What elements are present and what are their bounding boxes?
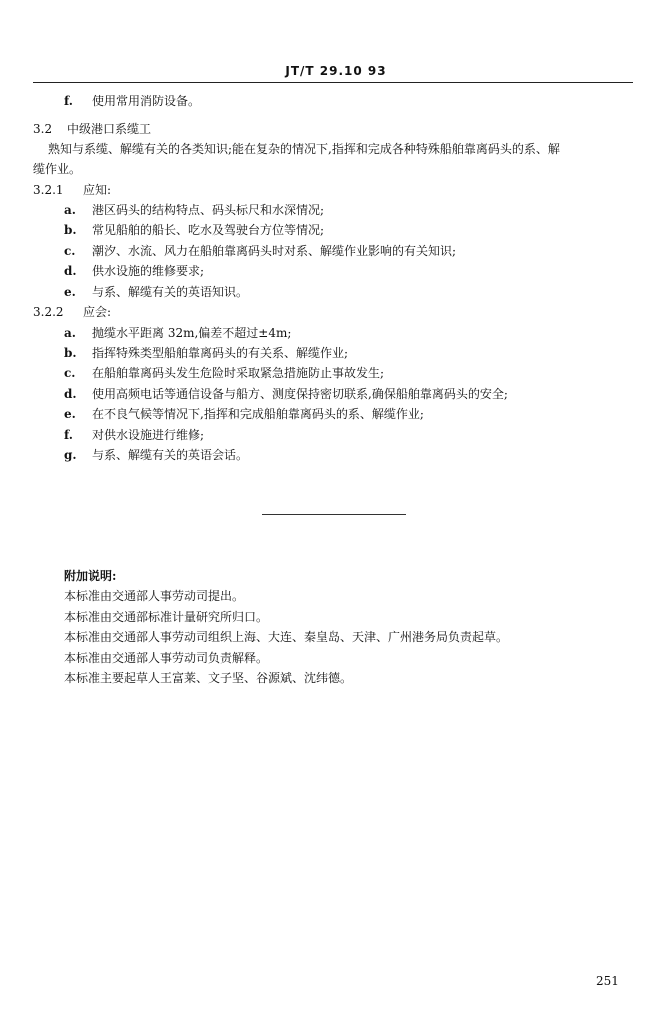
list-item xyxy=(64,446,248,465)
notes-line: 本标准主要起草人王富莱、文子坚、谷源斌、沈纬德。 xyxy=(64,671,353,685)
list-item xyxy=(64,262,204,281)
list-item xyxy=(64,283,248,302)
notes-line: 本标准由交通部人事劳动司负责解释。 xyxy=(64,651,269,665)
list-item xyxy=(64,364,384,383)
list-item xyxy=(64,385,508,404)
item-letter: a. xyxy=(64,203,76,217)
list-item xyxy=(64,405,424,424)
paragraph-line: 缆作业。 xyxy=(33,162,82,176)
notes-title: 附加说明: xyxy=(64,569,117,583)
item-letter: e. xyxy=(64,285,76,299)
section-heading xyxy=(33,120,151,139)
item-letter: f. xyxy=(64,428,73,442)
item-letter: g. xyxy=(64,448,77,462)
list-item xyxy=(64,324,291,343)
item-text: 使用高频电话等通信设备与船方、测度保持密切联系,确保船舶靠离码头的安全; xyxy=(92,387,508,401)
item-text: 在船舶靠离码头发生危险时采取紧急措施防止事故发生; xyxy=(92,366,385,380)
item-letter: e. xyxy=(64,407,76,421)
paragraph-line: 熟知与系缆、解缆有关的各类知识;能在复杂的情况下,指挥和完成各种特殊船舶靠离码头的系、解 xyxy=(48,142,560,156)
page-number: 251 xyxy=(596,974,619,988)
subsection-number: 3.2.2 xyxy=(33,305,64,319)
item-letter: b. xyxy=(64,223,77,237)
subsection-title: 应会: xyxy=(83,305,112,319)
subsection-number: 3.2.1 xyxy=(33,183,64,197)
item-text: 与系、解缆有关的英语会话。 xyxy=(92,448,249,462)
section-number: 3.2 xyxy=(33,122,53,136)
item-letter: a. xyxy=(64,326,76,340)
item-text: 抛缆水平距离 32m,偏差不超过±4m; xyxy=(92,326,292,340)
item-text: 潮汐、水流、风力在船舶靠离码头时对系、解缆作业影响的有关知识; xyxy=(92,244,457,258)
standard-code: JT/T 29.10 93 xyxy=(285,64,387,78)
item-text: 港区码头的结构特点、码头标尺和水深情况; xyxy=(92,203,325,217)
list-item xyxy=(64,242,456,261)
item-text: 供水设施的维修要求; xyxy=(92,264,205,278)
end-separator-rule xyxy=(262,514,406,515)
item-letter: b. xyxy=(64,346,77,360)
list-item xyxy=(64,221,324,240)
notes-line: 本标准由交通部人事劳动司组织上海、大连、秦皇岛、天津、广州港务局负责起草。 xyxy=(64,630,509,644)
subsection-title: 应知: xyxy=(83,183,112,197)
item-text: 对供水设施进行维修; xyxy=(92,428,205,442)
item-text: 常见船舶的船长、吃水及驾驶台方位等情况; xyxy=(92,223,325,237)
header-rule xyxy=(33,82,633,83)
item-letter: d. xyxy=(64,387,77,401)
list-item xyxy=(64,201,324,220)
item-letter: c. xyxy=(64,244,76,258)
list-item xyxy=(64,344,348,363)
item-text: 与系、解缆有关的英语知识。 xyxy=(92,285,249,299)
item-text: 在不良气候等情况下,指挥和完成船舶靠离码头的系、解缆作业; xyxy=(92,407,424,421)
subsection-heading xyxy=(33,303,111,322)
item-letter: c. xyxy=(64,366,76,380)
item-text: 指挥特殊类型船舶靠离码头的有关系、解缆作业; xyxy=(92,346,349,360)
item-text: 使用常用消防设备。 xyxy=(92,94,201,108)
notes-line: 本标准由交通部人事劳动司提出。 xyxy=(64,589,245,603)
list-item xyxy=(64,426,204,445)
list-item xyxy=(64,92,200,111)
notes-line: 本标准由交通部标准计量研究所归口。 xyxy=(64,610,269,624)
item-letter: d. xyxy=(64,264,77,278)
item-letter: f. xyxy=(64,94,73,108)
section-title: 中级港口系缆工 xyxy=(67,122,152,136)
subsection-heading xyxy=(33,181,111,200)
